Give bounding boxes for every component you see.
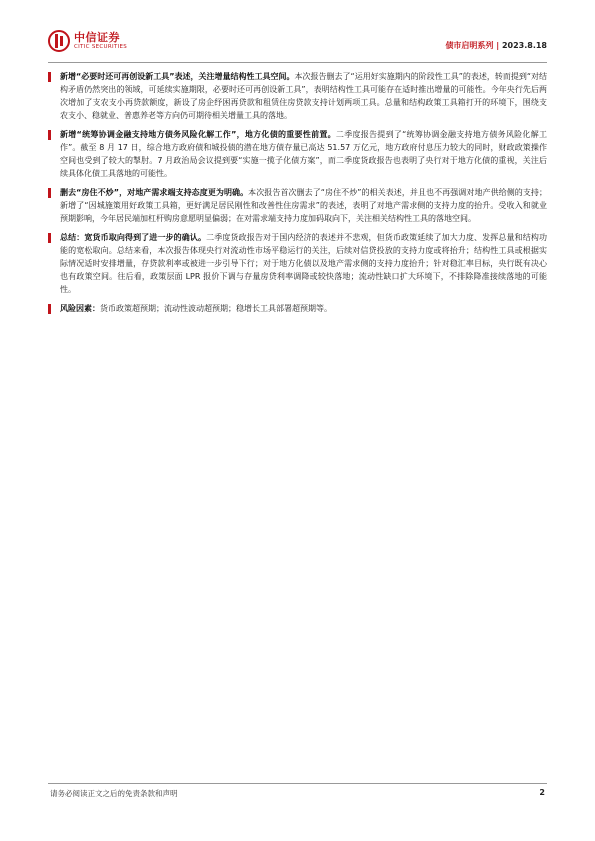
page-header — [48, 30, 547, 60]
citic-logo-icon — [48, 30, 70, 52]
paragraph-marker — [48, 233, 51, 243]
paragraph-lead: 新增“统筹协调金融支持地方债务风险化解工作”，地方化债的重要性前置。 — [60, 130, 336, 139]
header-divider — [48, 62, 547, 63]
report-body — [48, 70, 547, 321]
paragraph-body: 货币政策超预期；流动性波动超预期；稳增长工具部署超预期等。 — [100, 304, 332, 313]
citic-logo — [48, 30, 127, 52]
disclaimer-text: 请务必阅读正文之后的免责条款和声明 — [50, 789, 178, 798]
report-date: 2023.8.18 — [501, 41, 547, 50]
header-separator: | — [496, 41, 500, 50]
paragraph-marker — [48, 304, 51, 314]
footer-divider — [48, 783, 547, 784]
paragraph-marker — [48, 72, 51, 82]
paragraph-body: 二季度货政报告对于国内经济的表述并不悲观，但货币政策延续了加大力度、发挥总量和结构功能的宽松取向。总结来看，本次报告体现央行对流动性市场平稳运行的关注，后续对信贷投放的支持力度或将抬升；结构性工具或根据实际情况适时安排增量，存贷款利率或被进一步引导下行；对于地方化债以及地产需求侧的支持力度抬升；针对稳汇率目标，央行既有决心也有政策空间。往后看，政策层面 LPR 报价下调与存量房贷利率调降或较快落地；流动性缺口扩大环境下，不排除降准接续落地的可能性。 — [60, 233, 548, 294]
logo-chinese-name: 中信证券 — [74, 30, 120, 44]
paragraph-property — [48, 186, 547, 225]
paragraph-marker — [48, 188, 51, 198]
page-number: 2 — [539, 788, 545, 797]
paragraph-lead: 风险因素： — [60, 304, 100, 313]
paragraph-lead: 总结：宽货币取向得到了进一步的确认。 — [60, 233, 207, 242]
paragraph-body: 本次报告首次删去了“房住不炒”的相关表述，并且也不再强调对地产供给侧的支持；新增了“因城施策用好政策工具箱，更好满足居民刚性和改善性住房需求”的表述，表明了对地产需求侧的支持力度的抬升。受收入和就业预期影响，今年居民端加杠杆购房意愿明显偏弱；在对需求端支持力度加码取向下，关注相关结构性工具的落地空间。 — [60, 188, 547, 223]
paragraph-lead: 删去“房住不炒”，对地产需求端支持态度更为明确。 — [60, 188, 249, 197]
paragraph-body: 二季度报告提到了“统筹协调金融支持地方债务风险化解工作”。截至 8 月 17 日，综合地方政府债和城投债的潜在地方债存量已高达 51.57 万亿元，地方政府付息压力较大的同时，财政政策操作空间也受到了较大的掣肘。7 月政治局会议提到要“实施一揽子化债方案”，而二季度货政报告也表明了央行对于地方化债的重视，关注后续具体化债工具落地的可能性。 — [60, 130, 547, 178]
paragraph-marker — [48, 130, 51, 140]
paragraph-local-debt — [48, 128, 547, 180]
paragraph-body: 本次报告删去了“运用好实施期内的阶段性工具”的表述，转而提到“对结构矛盾仍然突出的领域，可延续实施期限，必要时还可再创设新工具”，表明结构性工具可能存在适时推出增量的可能性。今年央行先后两次增加了支农支小再贷款额度，新设了房企纾困再贷款和租赁住房贷款支持计划两项工具。总量和结构政策工具箱打开的环境下，围绕支农支小、稳就业、普惠养老等方向仍可期待相关增量工具的落地。 — [60, 72, 548, 120]
paragraph-new-tools — [48, 70, 547, 122]
report-series-info — [445, 40, 547, 51]
logo-english-name: CITIC SECURITIES — [74, 43, 128, 50]
paragraph-summary — [48, 231, 547, 296]
paragraph-risk-factors — [48, 302, 547, 315]
paragraph-lead: 新增“必要时还可再创设新工具”表述，关注增量结构性工具空间。 — [60, 72, 295, 81]
report-series: 债市启明系列 — [445, 41, 494, 50]
